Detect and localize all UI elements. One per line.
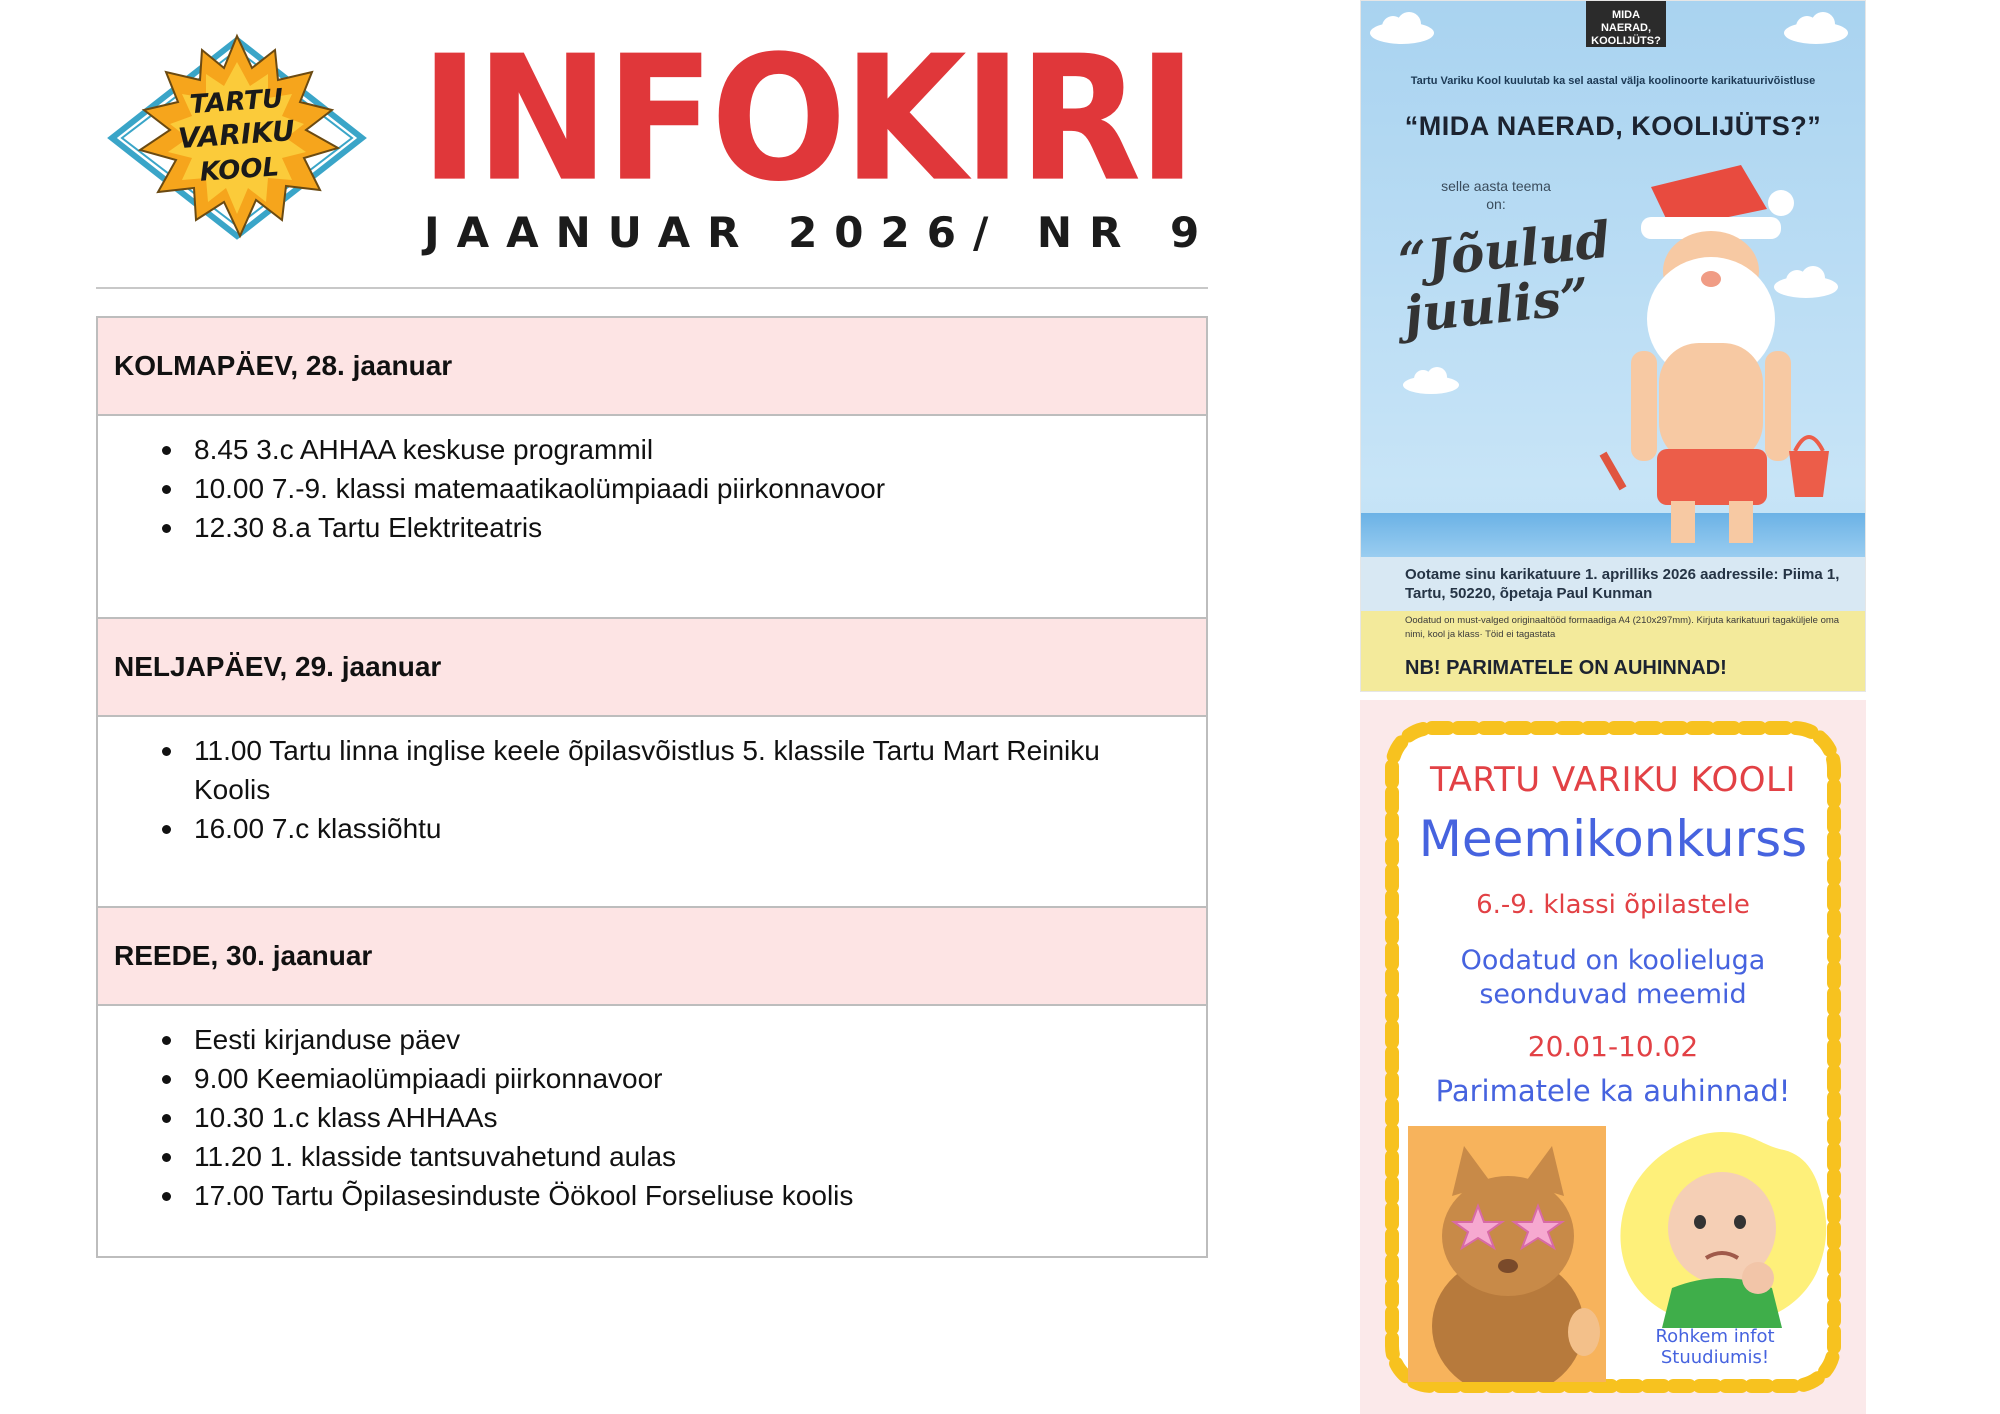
day-events-wednesday bbox=[98, 416, 1206, 619]
meme-prize: Parimatele ka auhinnad! bbox=[1435, 1074, 1791, 1108]
logo-text-variku: VARIKU bbox=[176, 113, 296, 156]
meme-dates: 20.01-10.02 bbox=[1527, 1030, 1699, 1063]
meme-title: Meemikonkurss bbox=[1418, 810, 1808, 868]
contest-headline: “MIDA NAERAD, KOOLIJÜTS?” bbox=[1404, 111, 1822, 141]
event-item: 11.00 Tartu linna inglise keele õpilasvõistlus 5. klassile Tartu Mart Reiniku Koolis bbox=[162, 731, 1166, 809]
caricature-contest-poster bbox=[1360, 0, 1866, 692]
cloud-icon bbox=[1781, 11, 1851, 45]
cloud-icon bbox=[1367, 11, 1437, 45]
event-item: 10.00 7.-9. klassi matemaatikaolümpiaadi piirkonnavoor bbox=[162, 469, 1166, 508]
cat-meme-image bbox=[1408, 1126, 1606, 1382]
day-header-thursday bbox=[98, 619, 1206, 717]
prize-notice: NB! PARIMATELE ON AUHINNAD! bbox=[1361, 649, 1865, 692]
event-item: 9.00 Keemiaolümpiaadi piirkonnavoor bbox=[162, 1059, 1166, 1098]
contest-theme: “Jõulud juulis” bbox=[1395, 209, 1614, 345]
newsletter-title: INFOKIRI bbox=[420, 17, 1193, 220]
day-header-wednesday bbox=[98, 318, 1206, 416]
meme-audience: 6.-9. klassi õpilastele bbox=[1476, 890, 1750, 920]
day-events-thursday bbox=[98, 717, 1206, 908]
event-item: 11.20 1. klasside tantsuvahetund aulas bbox=[162, 1137, 1166, 1176]
meme-school-name: TARTU VARIKU KOOLI bbox=[1430, 760, 1796, 800]
issue-subtitle: JAANUAR 2026/ NR 9 bbox=[424, 208, 1217, 257]
contest-intro: Tartu Variku Kool kuulutab ka sel aastal välja koolinoorte karikatuurivõistluse bbox=[1410, 75, 1816, 87]
day-header-friday bbox=[98, 908, 1206, 1006]
cloud-icon bbox=[1401, 365, 1461, 395]
logo-text-kool: KOOL bbox=[198, 152, 281, 188]
baby-meme-image bbox=[1612, 1128, 1832, 1328]
schedule-table bbox=[96, 316, 1208, 1258]
event-item: 17.00 Tartu Õpilasesinduste Öökool Forseliuse koolis bbox=[162, 1176, 1166, 1215]
event-item: 16.00 7.c klassiõhtu bbox=[162, 809, 1166, 848]
submission-rules: Oodatud on must-valged originaaltööd formaadiga A4 (210x297mm). Kirjuta karikatuuri tagaküljele oma nimi, kool ja klass· Töid ei tagastata bbox=[1361, 611, 1865, 649]
event-item: 8.45 3.c AHHAA keskuse programmil bbox=[162, 430, 1166, 469]
submission-info: Ootame sinu karikatuure 1. aprilliks 2026 aadressile: Piima 1, Tartu, 50220, õpetaja Paul Kunman bbox=[1361, 557, 1865, 611]
day-title: REEDE, 30. jaanuar bbox=[114, 940, 373, 971]
meme-contest-poster bbox=[1360, 700, 1866, 1414]
day-events-friday bbox=[98, 1006, 1206, 1256]
logo-text-tartu: TARTU bbox=[188, 83, 285, 121]
school-logo bbox=[100, 28, 375, 248]
meme-description: Oodatud on koolieluga seonduvad meemid bbox=[1460, 945, 1766, 1010]
event-item: 12.30 8.a Tartu Elektriteatris bbox=[162, 508, 1166, 547]
day-title: KOLMAPÄEV, 28. jaanuar bbox=[114, 350, 453, 381]
event-item: Eesti kirjanduse päev bbox=[162, 1020, 1166, 1059]
theme-label: selle aasta teema on: bbox=[1441, 178, 1551, 212]
more-info-note: Rohkem infot Stuudiumis! bbox=[1655, 1326, 1775, 1368]
santa-illustration bbox=[1571, 151, 1861, 551]
header-divider bbox=[96, 287, 1208, 289]
event-item: 10.30 1.c klass AHHAAs bbox=[162, 1098, 1166, 1137]
day-title: NELJAPÄEV, 29. jaanuar bbox=[114, 651, 442, 682]
contest-badge: MIDA NAERAD, KOOLIJÜTS? bbox=[1586, 1, 1666, 47]
